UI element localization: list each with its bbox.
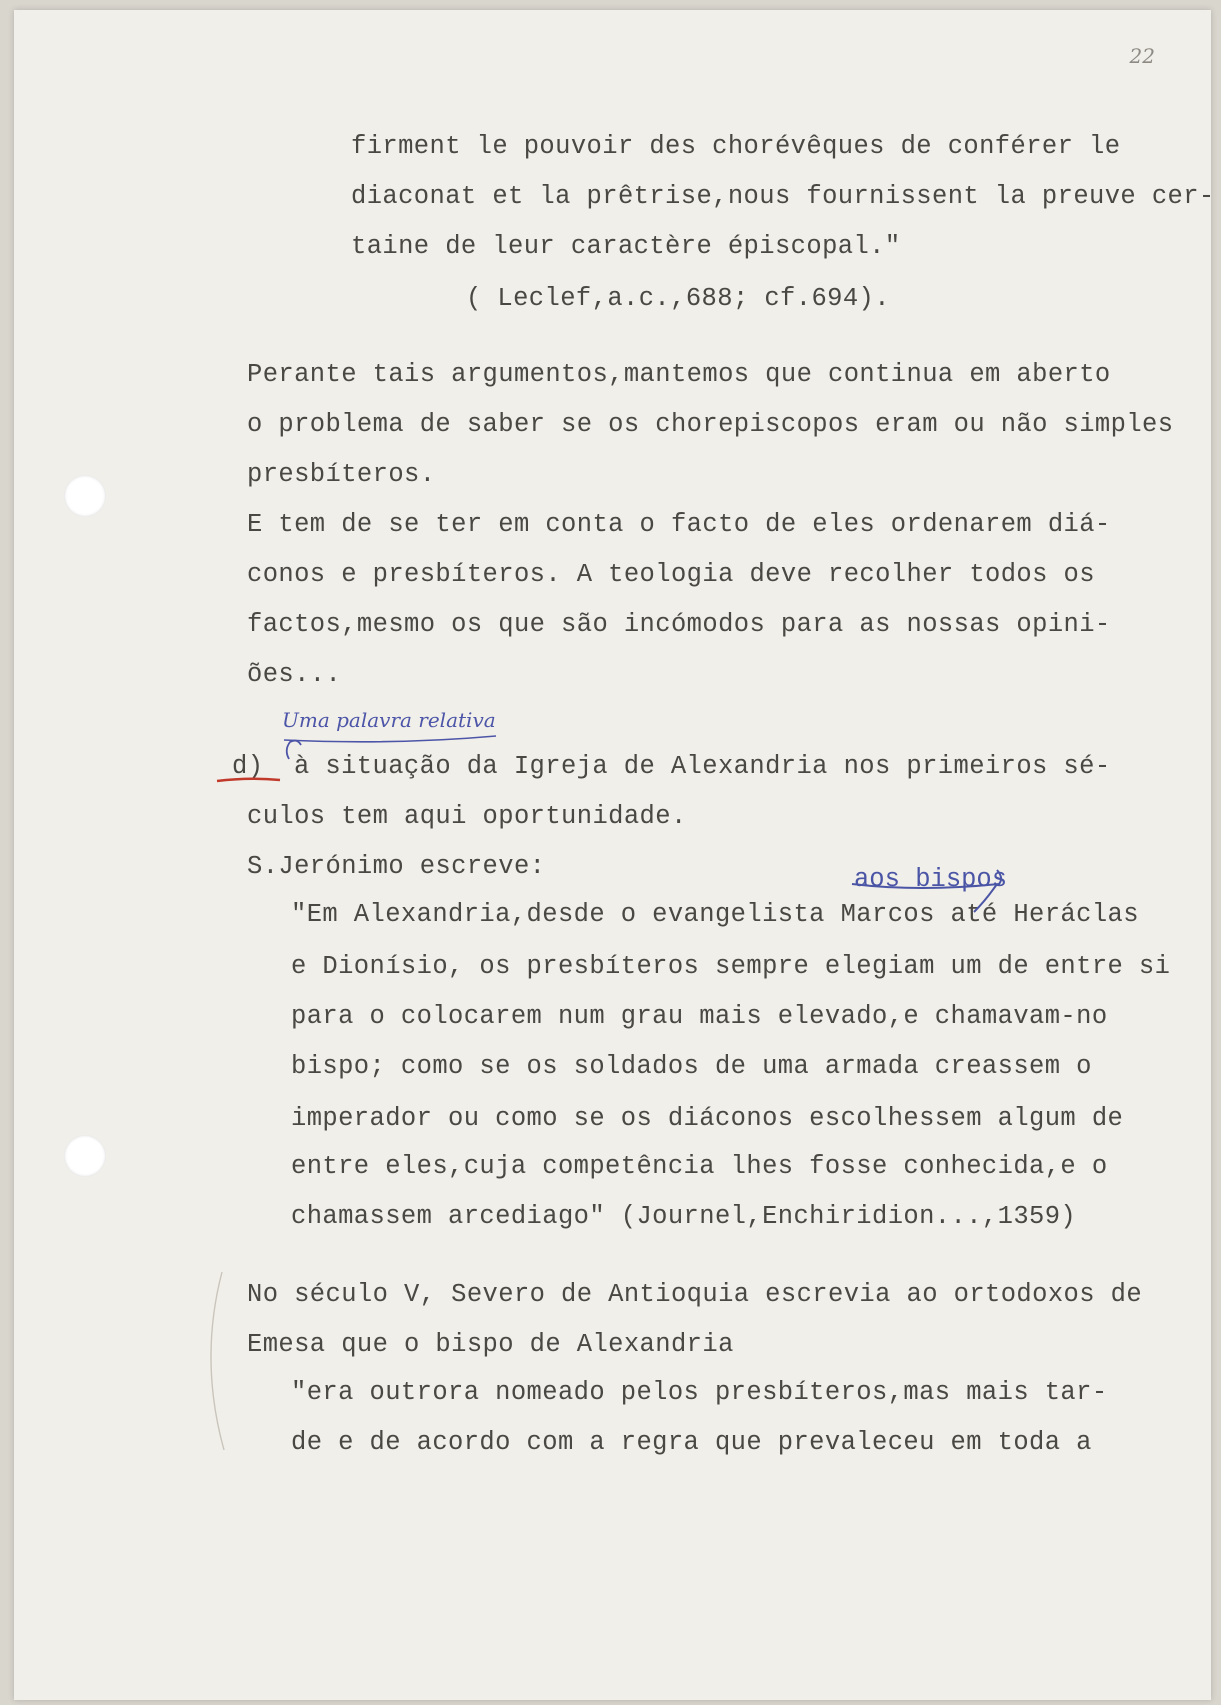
insertion-bracket: [284, 736, 496, 742]
quote-line: "Em Alexandria,desde o evangelista Marcos até Heráclas: [291, 900, 1139, 929]
text-line: culos tem aqui oportunidade.: [247, 802, 687, 831]
quote-line: para o colocarem num grau mais elevado,e chamavam-no: [291, 1002, 1108, 1031]
text-line: firment le pouvoir des chorévêques de conférer le: [351, 132, 1121, 161]
text-line: S.Jerónimo escreve:: [247, 852, 546, 881]
text-line: Emesa que o bispo de Alexandria: [247, 1330, 734, 1359]
quote-line: de e de acordo com a regra que prevaleceu em toda a: [291, 1428, 1092, 1457]
margin-bracket: [211, 1272, 224, 1450]
text-line: conos e presbíteros. A teologia deve recolher todos os: [247, 560, 1095, 589]
quote-line: e Dionísio, os presbíteros sempre elegiam um de entre si: [291, 952, 1171, 981]
text-line: presbíteros.: [247, 460, 436, 489]
citation: ( Leclef,a.c.,688; cf.694).: [466, 284, 890, 313]
quote-line: "era outrora nomeado pelos presbíteros,mas mais tar-: [291, 1378, 1108, 1407]
quote-line: chamassem arcediago" (Journel,Enchiridion...,1359): [291, 1202, 1077, 1231]
quote-line: imperador ou como se os diáconos escolhessem algum de: [291, 1104, 1124, 1133]
quote-line: bispo; como se os soldados de uma armada creassem o: [291, 1052, 1092, 1081]
text-line: o problema de saber se os chorepiscopos eram ou não simples: [247, 410, 1174, 439]
punch-hole: [64, 1135, 106, 1177]
text-line: factos,mesmo os que são incómodos para as nossas opini-: [247, 610, 1111, 639]
text-line: à situação da Igreja de Alexandria nos primeiros sé-: [294, 752, 1111, 781]
punch-hole: [64, 475, 106, 517]
text-line: ões...: [247, 660, 342, 689]
page-number: 22: [1129, 44, 1155, 68]
handwritten-insertion: Uma palavra relativa: [282, 708, 496, 732]
text-line: taine de leur caractère épiscopal.": [351, 232, 901, 261]
typed-insertion: aos bispos: [854, 865, 1008, 894]
text-line: diaconat et la prêtrise,nous fournissent la preuve cer-: [351, 182, 1215, 211]
text-line: Perante tais argumentos,mantemos que continua em aberto: [247, 360, 1111, 389]
section-marker: d): [232, 752, 264, 781]
document-page: [14, 10, 1215, 1700]
quote-line: entre eles,cuja competência lhes fosse conhecida,e o: [291, 1152, 1108, 1181]
text-line: No século V, Severo de Antioquia escrevia ao ortodoxos de: [247, 1280, 1143, 1309]
text-line: E tem de se ter em conta o facto de eles ordenarem diá-: [247, 510, 1111, 539]
